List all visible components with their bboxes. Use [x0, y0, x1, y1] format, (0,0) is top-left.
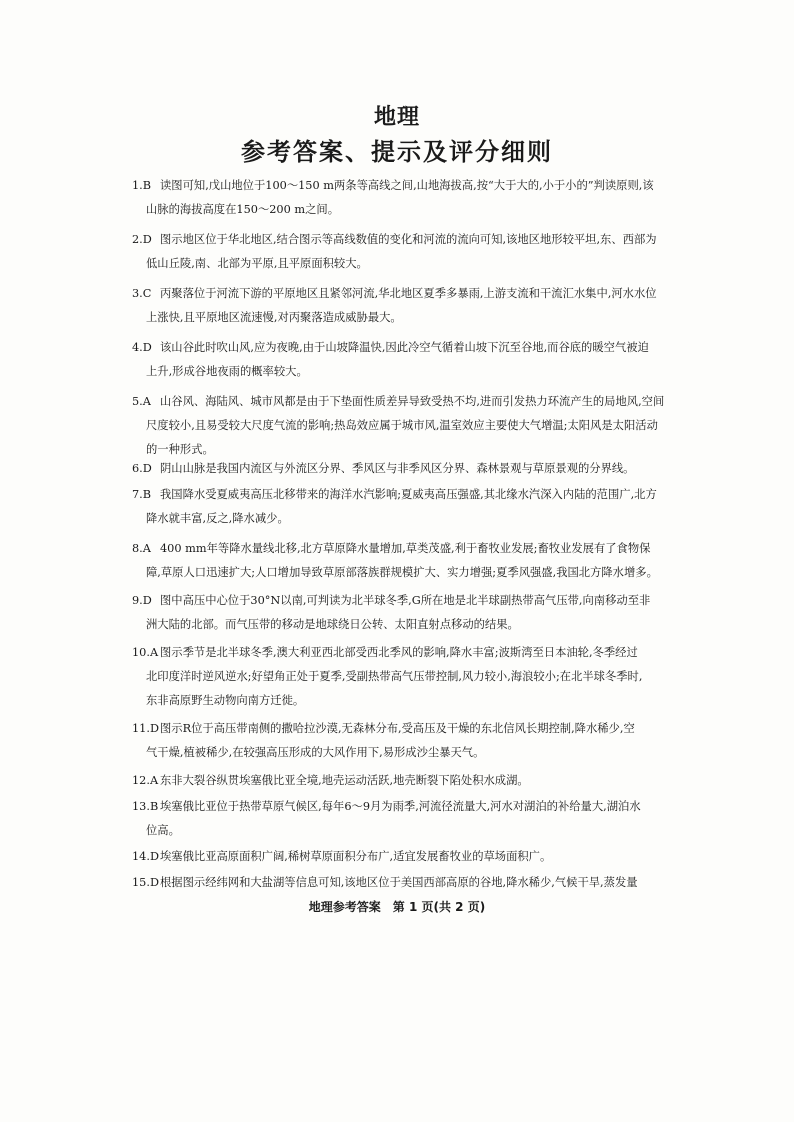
answer-text: 东非大裂谷纵贯埃塞俄比亚全境,地壳运动活跃,地壳断裂下陷处积水成湖。: [160, 774, 529, 787]
answer-item-14: [132, 845, 668, 869]
answer-text: 图示地区位于华北地区,结合图示等高线数值的变化和河流的流向可知,该地区地形较平坦,东、西部为: [160, 233, 657, 246]
answer-text: 气干燥,植被稀少,在较强高压形成的大风作用下,易形成沙尘暴天气。: [146, 746, 485, 759]
answer-item-8: [132, 537, 668, 585]
answer-number: 11.D: [132, 722, 160, 735]
answer-number: 5.A: [132, 395, 151, 408]
answer-text: 该山谷此时吹山风,应为夜晚,由于山坡降温快,因此冷空气循着山坡下沉至谷地,而谷底的暖空气被迫: [160, 341, 649, 354]
answer-text: 洲大陆的北部。而气压带的移动是地球绕日公转、太阳直射点移动的结果。: [146, 618, 519, 631]
answer-text: 的一种形式。: [146, 443, 214, 456]
answer-item-15: [132, 871, 668, 895]
answer-item-12: [132, 769, 668, 793]
subject-title: 地理: [373, 105, 420, 130]
answer-item-2: [132, 228, 668, 276]
answer-number: 8.A: [132, 542, 151, 555]
answer-item-1: [132, 174, 668, 222]
answer-item-11: [132, 717, 668, 765]
answer-number: 2.D: [132, 233, 152, 246]
answer-text: 尺度较小,且易受较大尺度气流的影响;热岛效应属于城市风,温室效应主要使大气增温;太阳风是太阳活动: [146, 419, 658, 432]
answer-text: 上涨快,且平原地区流速慢,对丙聚落造成威胁最大。: [146, 311, 402, 324]
answer-number: 15.D: [132, 876, 160, 889]
answer-number: 7.B: [132, 488, 152, 501]
answer-text: 北印度洋时逆风逆水;好望角正处于夏季,受副热带高气压带控制,风力较小,海浪较小;在北半球冬季时,: [146, 670, 643, 683]
answer-text: 读图可知,戊山地位于100～150 m两条等高线之间,山地海拔高,按“大于大的,小于小的”判读原则,该: [160, 179, 654, 192]
answer-number: 9.D: [132, 594, 152, 607]
answer-text: 埃塞俄比亚位于热带草原气候区,每年6～9月为雨季,河流径流量大,河水对湖泊的补给量大,湖泊水: [160, 800, 641, 813]
answer-text: 山脉的海拔高度在150～200 m之间。: [146, 203, 339, 216]
answer-text: 我国降水受夏威夷高压北移带来的海洋水汽影响;夏威夷高压强盛,其北缘水汽深入内陆的范围广,北方: [160, 488, 657, 501]
answer-text: 低山丘陵,南、北部为平原,且平原面积较大。: [146, 257, 368, 270]
answer-text: 丙聚落位于河流下游的平原地区且紧邻河流,华北地区夏季多暴雨,上游支流和干流汇水集中,河水水位: [160, 287, 657, 300]
document-title: 参考答案、提示及评分细则: [241, 138, 553, 166]
answer-number: 13.B: [132, 800, 159, 813]
answer-item-7: [132, 483, 668, 531]
answer-text: 根据图示经纬网和大盐湖等信息可知,该地区位于美国西部高原的谷地,降水稀少,气候干旱,蒸发量: [160, 876, 638, 889]
answer-item-4: [132, 336, 668, 384]
answer-number: 14.D: [132, 850, 160, 863]
answer-text: 东非高原野生动物向南方迁徙。: [146, 694, 305, 707]
answer-item-13: [132, 795, 668, 843]
answer-number: 1.B: [132, 179, 152, 192]
answer-text: 图示季节是北半球冬季,澳大利亚西北部受西北季风的影响,降水丰富;波斯湾至日本油轮,冬季经过: [160, 646, 638, 659]
answer-item-6: [132, 457, 668, 481]
answer-text: 图中高压中心位于30°N以南,可判读为北半球冬季,G所在地是北半球副热带高气压带,向南移动至非: [160, 594, 651, 607]
answer-text: 400 mm年等降水量线北移,北方草原降水量增加,草类茂盛,利于畜牧业发展;畜牧业发展有了食物保: [160, 542, 651, 555]
answer-number: 12.A: [132, 774, 159, 787]
answer-item-3: [132, 282, 668, 330]
answer-number: 3.C: [132, 287, 152, 300]
answer-text: 阴山山脉是我国内流区与外流区分界、季风区与非季风区分界、森林景观与草原景观的分界线。: [160, 462, 635, 475]
answer-item-5: [132, 390, 668, 462]
page-footer: 地理参考答案 第 1 页(共 2 页): [308, 900, 486, 914]
answer-item-10: [132, 641, 668, 713]
answer-number: 10.A: [132, 646, 159, 659]
answer-text: 图示R位于高压带南侧的撒哈拉沙漠,无森林分布,受高压及干燥的东北信风长期控制,降水稀少,空: [160, 722, 635, 735]
answer-number: 6.D: [132, 462, 152, 475]
answer-text: 位高。: [146, 824, 180, 837]
answer-number: 4.D: [132, 341, 152, 354]
answer-text: 障,草原人口迅速扩大;人口增加导致草原部落族群规模扩大、实力增强;夏季风强盛,我国北方降水增多。: [146, 566, 658, 579]
answer-text: 上升,形成谷地夜雨的概率较大。: [146, 365, 308, 378]
answer-text: 山谷风、海陆风、城市风都是由于下垫面性质差异导致受热不均,进而引发热力环流产生的局地风,空间: [160, 395, 665, 408]
answer-item-9: [132, 589, 668, 637]
answer-text: 降水就丰富,反之,降水减少。: [146, 512, 289, 525]
answer-text: 埃塞俄比亚高原面积广阔,稀树草原面积分布广,适宜发展畜牧业的草场面积广。: [160, 850, 552, 863]
